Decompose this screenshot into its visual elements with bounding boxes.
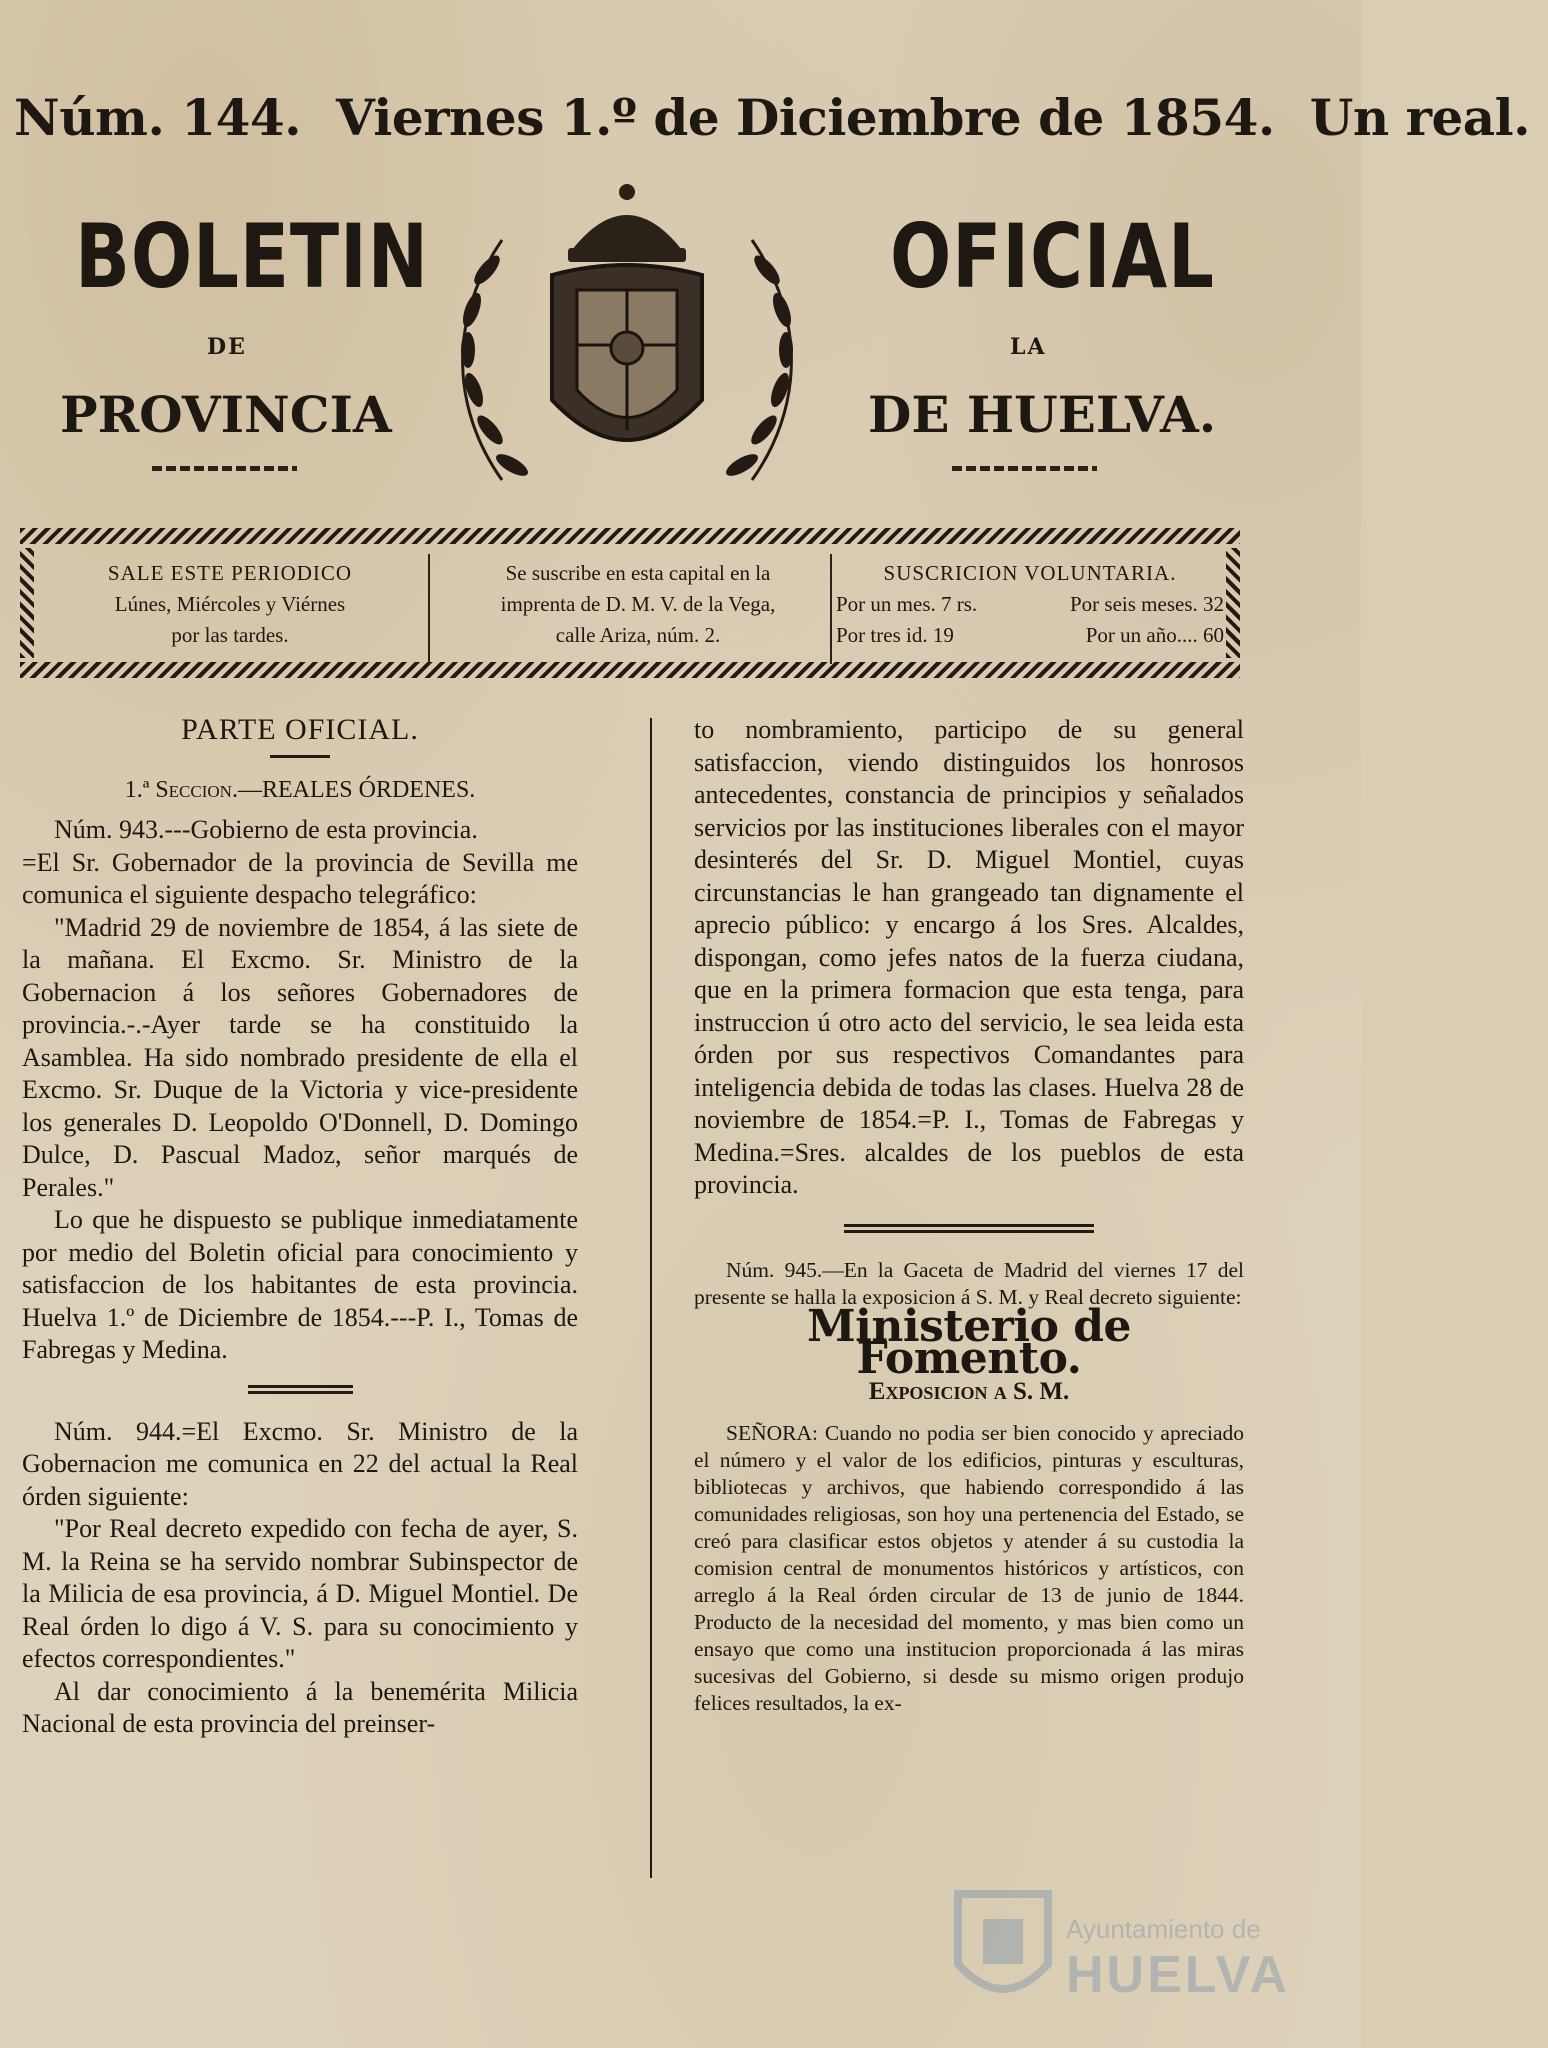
location-line-2: imprenta de D. M. V. de la Vega, <box>500 592 776 616</box>
subscription-info-band <box>20 528 1240 678</box>
issue-number: Núm. 144. <box>14 88 302 147</box>
schedule-days: Lúnes, Miércoles y Viérnes <box>114 592 346 616</box>
prices-row-2 <box>836 620 1224 651</box>
n943-closing: Lo que he dispuesto se publique inmediatamente por medio del Boletin oficial para conocimiento y satisfaccion de los habitantes de esta provincia. Huelva 1.º de Diciembre de 1854.---P. I., Tomas de Fabregas y Medina. <box>22 1205 578 1364</box>
info-divider-1 <box>428 554 430 664</box>
subscription-prices <box>836 558 1224 651</box>
location-line-3: calle Ariza, núm. 2. <box>555 623 721 647</box>
ornament-border-right <box>1226 548 1240 658</box>
title-provincia: PROVINCIA <box>60 385 392 444</box>
column-divider <box>650 718 652 1878</box>
watermark-line-1: Ayuntamiento de <box>1066 1914 1261 1944</box>
ornament-border-top <box>20 528 1240 544</box>
ayuntamiento-watermark <box>948 1876 1291 2026</box>
title-boletin: BOLETIN <box>75 205 429 308</box>
n943-telegram: "Madrid 29 de noviembre de 1854, á las siete de la mañana. El Excmo. Sr. Ministro de la Gobernacion á los señores Gobernadores de provincia.-.-Ayer tarde se ha constituido la Asamblea. Ha sido nombrado presidente de ella el Excmo. Sr. Duque de la Victoria y vice-presidente los generales D. Leopoldo O'Donnell, D. Domingo Dulce, D. Pascual Madoz, señor marqués de Perales." <box>22 912 578 1202</box>
title-la: LA <box>1010 334 1047 360</box>
price-six-months: Por seis meses. 32 <box>1070 592 1224 616</box>
royal-coat-of-arms-icon <box>432 180 822 500</box>
title-oficial: OFICIAL <box>890 205 1215 308</box>
ornament-rule-left <box>152 466 297 471</box>
exposicion-heading: Exposicion a S. M. <box>868 1377 1070 1405</box>
watermark-text <box>1066 1914 1290 2005</box>
n945-notice: Núm. 945.—En la Gaceta de Madrid del viernes 17 del presente se halla la exposicion á S. M. y Real decreto siguiente: <box>694 1257 1244 1309</box>
publication-schedule <box>60 558 400 651</box>
price-one-year: Por un año.... 60 <box>1085 623 1224 647</box>
schedule-time: por las tardes. <box>171 623 289 647</box>
n944-continued: Al dar conocimiento á la benemérita Milicia Nacional de esta provincia del preinser- <box>22 1676 578 1738</box>
section-rule <box>270 755 330 758</box>
ornament-border-left <box>20 548 34 658</box>
title-de: DE <box>207 334 247 360</box>
left-column <box>22 714 578 1741</box>
subscription-location <box>438 558 838 651</box>
n944-heading: Núm. 944.=El Excmo. Sr. Ministro de la Gobernacion me comunica en 22 del actual la Real órden siguiente: <box>22 1416 578 1511</box>
prices-row-1 <box>836 589 1224 620</box>
issue-date: Viernes 1.º de Diciembre de 1854. <box>335 88 1275 147</box>
title-de-huelva: DE HUELVA. <box>868 385 1217 444</box>
section-title: PARTE OFICIAL. <box>181 713 419 746</box>
separator-rule-2 <box>844 1224 1094 1233</box>
exposicion-body: SEÑORA: Cuando no podia ser bien conocido y apreciado el número y el valor de los edificios, pinturas y esculturas, bibliotecas y archivos, que habiendo correspondido á las comunidades religiosas, son hoy una pertenencia del Estado, se creó para clasificar estos objetos y atender á su custodia la comision central de monumentos históricos y artísticos, con arreglo á la Real órden circular de 13 de junio de 1844. Producto de la necesidad del momento, y mas bien como un ensayo que como una institucion proporcionada á las miras sucesivas del Gobierno, si desde su mismo origen produjo felices resultados, la ex- <box>694 1421 1244 1715</box>
masthead-line <box>14 88 1531 147</box>
n943-heading: Núm. 943.---Gobierno de esta provincia. <box>54 815 478 844</box>
right-column <box>694 714 1244 1717</box>
ornament-rule-right <box>952 466 1097 471</box>
shield-watermark-icon <box>948 1884 1058 2019</box>
info-divider-2 <box>830 554 832 664</box>
price-one-month: Por un mes. 7 rs. <box>836 592 978 616</box>
location-line-1: Se suscribe en esta capital en la <box>505 561 771 585</box>
prices-heading: SUSCRICION VOLUNTARIA. <box>883 561 1177 585</box>
n944-decree: "Por Real decreto expedido con fecha de ayer, S. M. la Reina se ha servido nombrar Subinspector de la Milicia de esa provincia, á D. Miguel Montiel. De Real órden lo digo á V. S. para su conocimiento y efectos correspondientes." <box>22 1514 578 1673</box>
schedule-heading: SALE ESTE PERIODICO <box>107 561 353 585</box>
separator-rule-1 <box>248 1385 353 1394</box>
watermark-line-2: HUELVA <box>1066 1946 1291 2004</box>
ornament-border-bottom <box>20 662 1240 678</box>
n944-conclusion: to nombramiento, participo de su general satisfaccion, viendo distinguidos los honrosos antecedentes, constancia de principios y señalados servicios por las instituciones liberales con el mayor desinterés del Sr. D. Miguel Montiel, cuyas circunstancias le han grangeado tan dignamente el aprecio público: y encargo á los Sres. Alcaldes, dispongan, como jefes natos de la fuerza ciudana, que en la primera formacion que esta tenga, para instruccion ú otro acto del servicio, le sea leida esta órden por sus respectivos Comandantes para inteligencia debida de todas las clases. Huelva 28 de noviembre de 1854.=P. I., Tomas de Fabregas y Medina.=Sres. alcaldes de los pueblos de esta provincia. <box>694 715 1244 1199</box>
price-three-months: Por tres id. 19 <box>836 623 954 647</box>
ministry-heading: Ministerio de Fomento. <box>806 1300 1132 1384</box>
subsection-title: 1.ª Seccion.—REALES ÓRDENES. <box>124 776 476 803</box>
issue-price: Un real. <box>1309 88 1531 147</box>
n943-intro: =El Sr. Gobernador de la provincia de Sevilla me comunica el siguiente despacho telegráfico: <box>22 847 578 909</box>
